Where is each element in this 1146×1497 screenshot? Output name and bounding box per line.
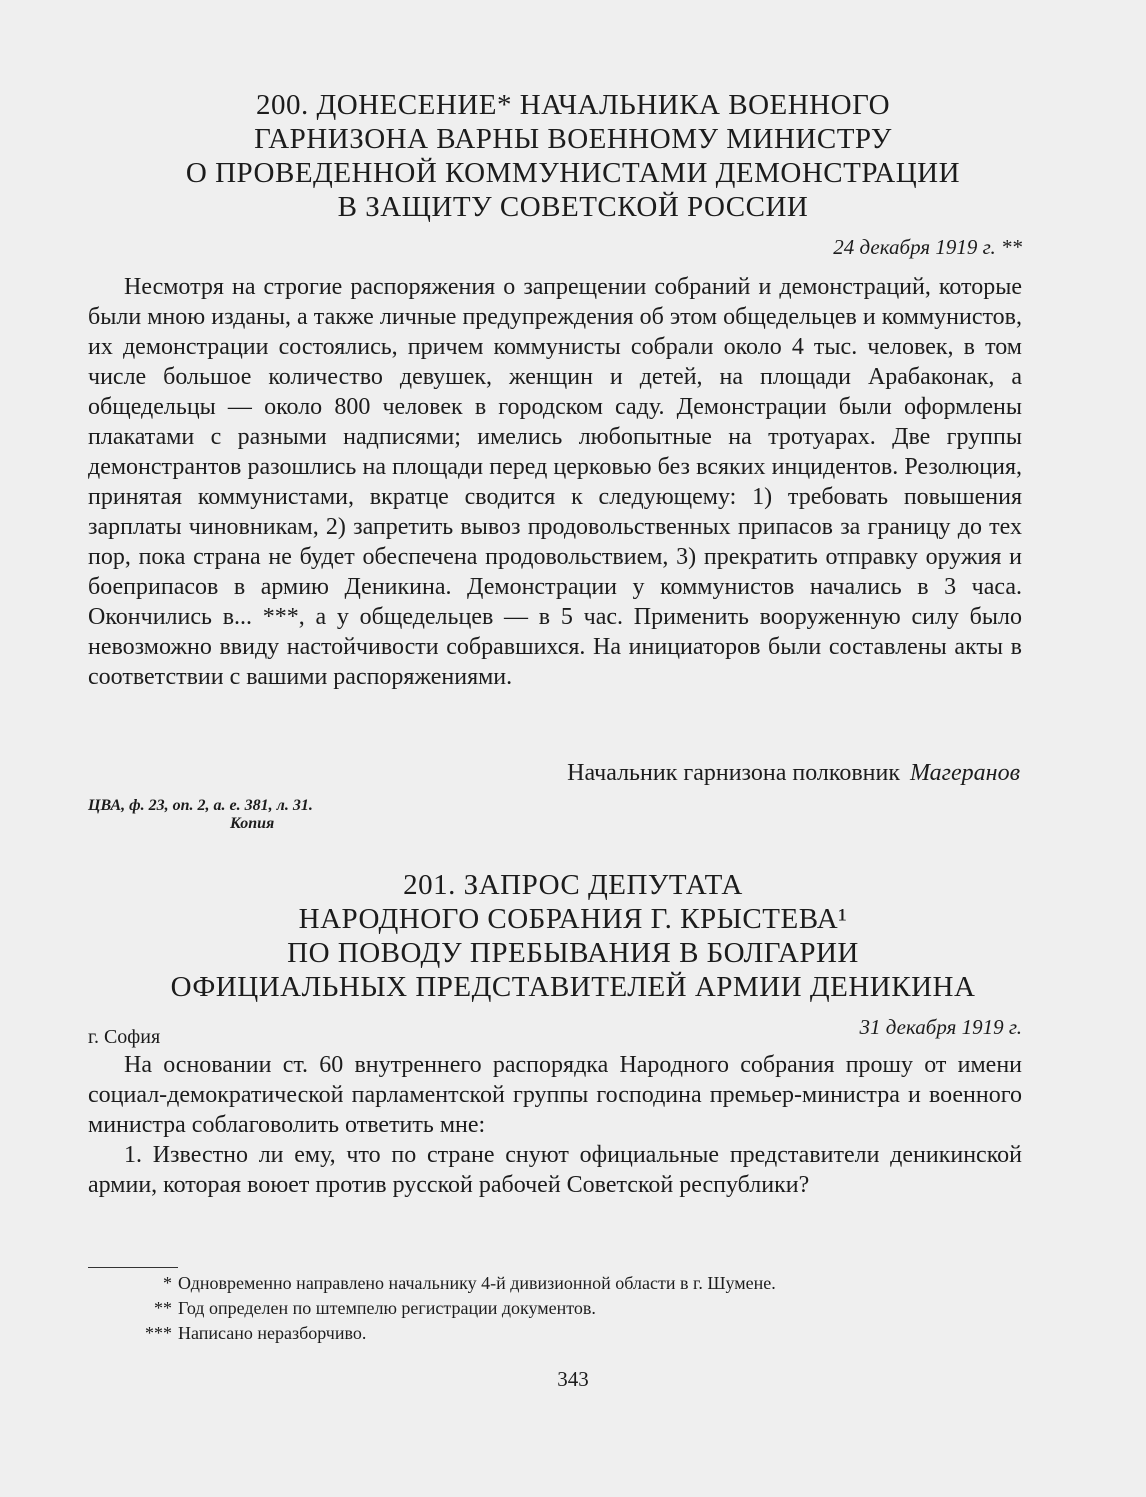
doc200-heading [40,88,1106,224]
doc201-heading-line: 201. ЗАПРОС ДЕПУТАТА [403,869,743,901]
doc200-date: 24 декабря 1919 г. ** [833,235,1022,259]
doc201-heading [40,868,1106,1004]
footnote-text: Написано неразборчиво. [178,1323,367,1343]
footnote [120,1296,1040,1321]
footnote-divider [88,1267,178,1268]
signature-name: Магеранов [910,760,1020,786]
doc200-signature [567,760,1020,787]
doc200-heading-line: 200. ДОНЕСЕНИЕ* НАЧАЛЬНИКА ВОЕННОГО [255,89,891,121]
footnotes [120,1271,1040,1346]
doc200-heading-line: ГАРНИЗОНА ВАРНЫ ВОЕННОМУ МИНИСТРУ [254,123,892,155]
copy-note: Копия [230,815,275,832]
footnote-text: Одновременно направлено начальнику 4-й дивизионной области в г. Шумене. [178,1273,776,1293]
footnote-mark: ** [154,1298,172,1318]
doc200-heading-line: О ПРОВЕДЕННОЙ КОММУНИСТАМИ ДЕМОНСТРАЦИИ [185,157,961,189]
doc201-body [88,1050,1022,1200]
doc201-heading-line: НАРОДНОГО СОБРАНИЯ Г. КРЫСТЕВА¹ [298,903,848,935]
doc200-heading-line: В ЗАЩИТУ СОВЕТСКОЙ РОССИИ [337,191,809,223]
doc201-heading-line: ОФИЦИАЛЬНЫХ ПРЕДСТАВИТЕЛЕЙ АРМИИ ДЕНИКИНА [170,971,976,1003]
doc201-paragraph: На основании ст. 60 внутреннего распорядка Народного собрания прошу от имени социал-демократической парламентской группы господина премьер-министра и военного министра соблаговолить ответить мне: [88,1052,1022,1138]
doc201-heading-line: ПО ПОВОДУ ПРЕБЫВАНИЯ В БОЛГАРИИ [287,937,859,969]
archive-reference: ЦВА, ф. 23, оп. 2, а. е. 381, л. 31. [88,797,313,814]
signature-title: Начальник гарнизона полковник [567,760,900,786]
doc200-body [88,272,1022,692]
doc201-place: г. София [88,1026,161,1048]
doc200-paragraph: Несмотря на строгие распоряжения о запрещении собраний и демонстраций, которые были мною изданы, а также личные предупреждения об этом общедельцев и коммунистов, их демонстрации состоялись, причем коммунисты собрали около 4 тыс. человек, в том числе большое количество девушек, женщин и детей, на площади Арабаконак, а общедельцы — около 800 человек в городском саду. Демонстрации были оформлены плакатами с разными надписями; имелись любопытные на тротуарах. Две группы демонстрантов разошлись на площади перед церковью без всяких инцидентов. Резолюция, принятая коммунистами, вкратце сводится к следующему: 1) требовать повышения зарплаты чиновникам, 2) запретить вывоз продовольственных припасов за границу до тех пор, пока страна не будет обеспечена продовольствием, 3) прекратить отправку оружия и боеприпасов в армию Деникина. Демонстрации у коммунистов начались в 3 часа. Окончились в... ***, а у общедельцев — в 5 час. Применить вооруженную силу было невозможно ввиду настойчивости собравшихся. На инициаторов были составлены акты в соответствии с вашими распоряжениями. [88,274,1022,690]
footnote [120,1321,1040,1346]
footnote-text: Год определен по штемпелю регистрации документов. [178,1298,596,1318]
footnote-mark: * [163,1273,172,1293]
page-number: 343 [557,1367,589,1391]
footnote-mark: *** [145,1323,172,1343]
doc201-paragraph: 1. Известно ли ему, что по стране снуют официальные представители деникинской армии, которая воюет против русской рабочей Советской республики? [88,1142,1022,1198]
footnote [120,1271,1040,1296]
doc201-date: 31 декабря 1919 г. [859,1015,1022,1039]
